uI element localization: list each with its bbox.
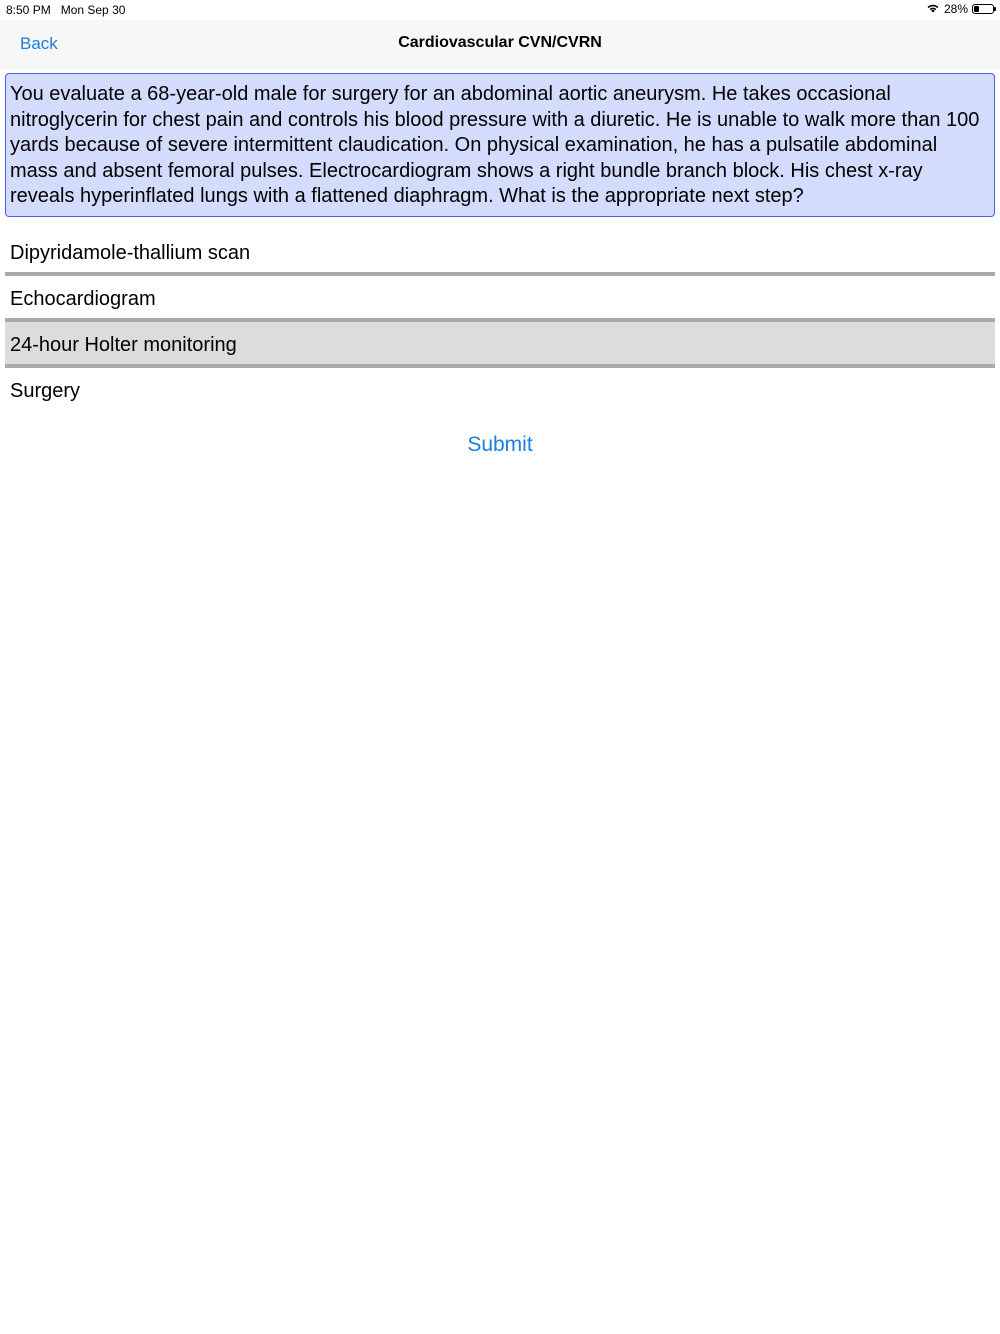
status-right — [926, 2, 994, 16]
battery-percent: 28% — [943, 2, 968, 16]
answer-option[interactable]: Dipyridamole-thallium scan — [5, 230, 995, 276]
page-title: Cardiovascular CVN/CVRN — [398, 34, 602, 51]
submit-button[interactable]: Submit — [467, 433, 533, 456]
battery-level — [974, 6, 979, 12]
status-time: 8:50 PM — [6, 3, 51, 17]
battery-icon — [972, 4, 994, 14]
answer-list — [5, 230, 995, 410]
answer-option[interactable]: Surgery — [10, 380, 81, 402]
answer-option[interactable]: Echocardiogram — [5, 276, 995, 322]
back-button[interactable]: Back — [20, 34, 58, 53]
battery-nub — [994, 7, 996, 11]
status-bar — [0, 0, 1000, 20]
status-date: Mon Sep 30 — [60, 3, 126, 17]
question-text: You evaluate a 68-year-old male for surgery for an abdominal aortic aneurysm. He takes occasional nitroglycerin for chest pain and controls his blood pressure with a diuretic. He is unable to walk more than 100 yards because of severe intermittent claudication. On physical examination, he has a pulsatile abdominal mass and absent femoral pulses. Electrocardiogram shows a right bundle branch block. His chest x-ray reveals hyperinflated lungs with a flattened diaphragm. What is the appropriate next step? — [10, 83, 980, 208]
wifi-icon — [926, 2, 940, 16]
answer-option[interactable]: 24-hour Holter monitoring — [5, 322, 995, 368]
navigation-bar — [0, 20, 1000, 70]
question-box — [5, 73, 995, 217]
status-left — [6, 3, 125, 17]
